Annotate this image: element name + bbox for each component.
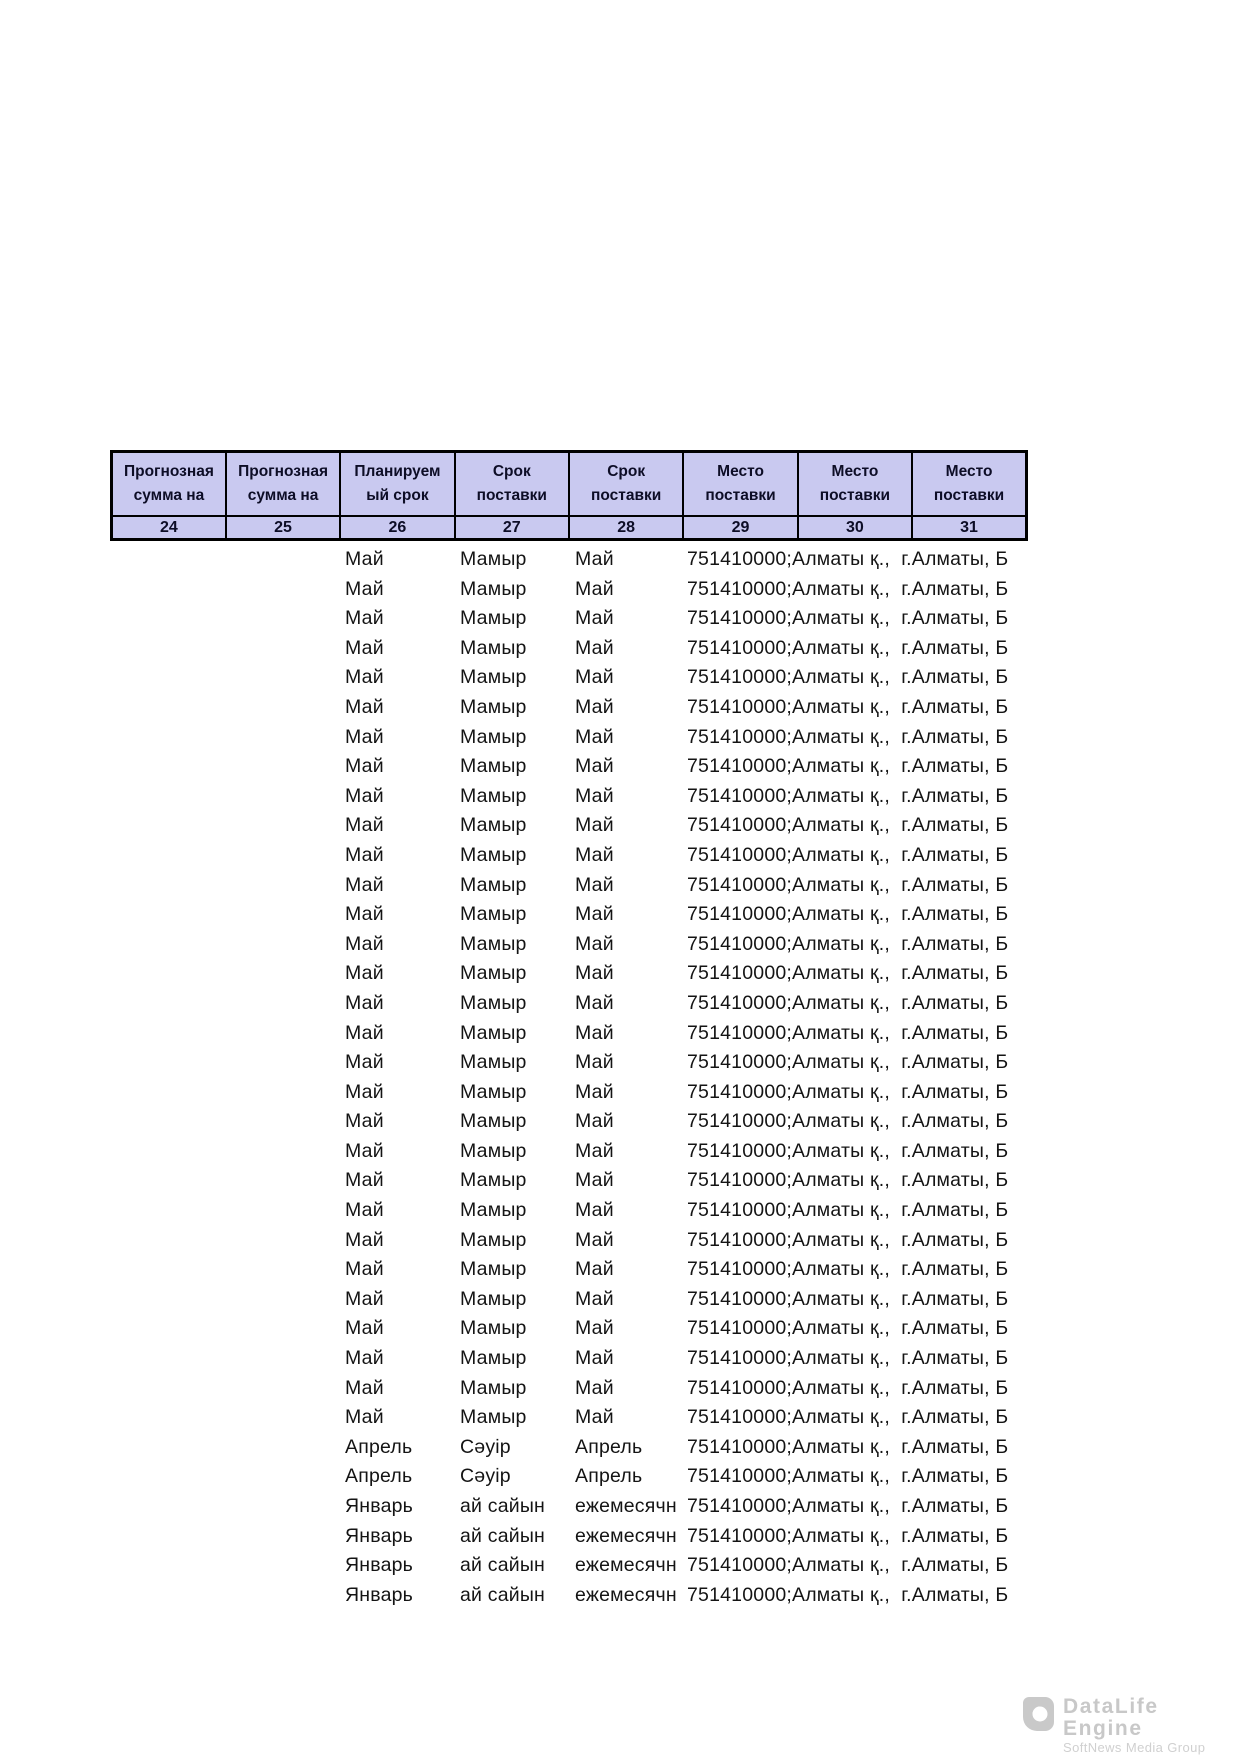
cell-planned-month: Май bbox=[345, 873, 384, 896]
column-number-27: 27 bbox=[455, 516, 569, 540]
cell-delivery-place: 751410000;Алматы қ., г.Алматы, Б bbox=[687, 1435, 1009, 1458]
cell-delivery-term-ru: Май bbox=[575, 873, 614, 896]
table-row bbox=[110, 604, 1190, 634]
cell-delivery-term-ru: Май bbox=[575, 666, 614, 689]
cell-delivery-place: 751410000;Алматы қ., г.Алматы, Б bbox=[687, 932, 1009, 955]
cell-planned-month: Май bbox=[345, 1258, 384, 1281]
cell-delivery-place: 751410000;Алматы қ., г.Алматы, Б bbox=[687, 1524, 1009, 1547]
cell-planned-month: Май bbox=[345, 1110, 384, 1133]
cell-delivery-term-kz: ай сайын bbox=[460, 1524, 546, 1547]
cell-planned-month: Май bbox=[345, 636, 384, 659]
cell-delivery-place: 751410000;Алматы қ., г.Алматы, Б bbox=[687, 1258, 1009, 1281]
cell-delivery-term-kz: Мамыр bbox=[460, 1258, 527, 1281]
table-row bbox=[110, 1522, 1190, 1552]
cell-planned-month: Май bbox=[345, 903, 384, 926]
cell-delivery-place: 751410000;Алматы қ., г.Алматы, Б bbox=[687, 991, 1009, 1014]
cell-planned-month: Январь bbox=[345, 1524, 414, 1547]
table-row bbox=[110, 1107, 1190, 1137]
cell-delivery-term-ru: ежемесячн bbox=[575, 1524, 677, 1547]
datalife-engine-watermark bbox=[1023, 1696, 1240, 1755]
cell-delivery-term-kz: Мамыр bbox=[460, 1317, 527, 1340]
table-row bbox=[110, 723, 1190, 753]
cell-delivery-place: 751410000;Алматы қ., г.Алматы, Б bbox=[687, 962, 1009, 985]
cell-delivery-term-kz: Мамыр bbox=[460, 548, 527, 570]
table-row bbox=[110, 1492, 1190, 1522]
cell-delivery-place: 751410000;Алматы қ., г.Алматы, Б bbox=[687, 814, 1009, 837]
cell-delivery-place: 751410000;Алматы қ., г.Алматы, Б bbox=[687, 873, 1009, 896]
header-label-row bbox=[112, 452, 1027, 517]
cell-delivery-place: 751410000;Алматы қ., г.Алматы, Б bbox=[687, 695, 1009, 718]
cell-delivery-term-kz: Мамыр bbox=[460, 1169, 527, 1192]
cell-planned-month: Май bbox=[345, 1051, 384, 1074]
cell-planned-month: Январь bbox=[345, 1495, 414, 1517]
cell-delivery-term-ru: Май bbox=[575, 1199, 614, 1222]
cell-delivery-term-ru: Май bbox=[575, 755, 614, 778]
cell-delivery-place: 751410000;Алматы қ., г.Алматы, Б bbox=[687, 1376, 1009, 1399]
cell-delivery-term-ru: Май bbox=[575, 991, 614, 1014]
cell-delivery-term-ru: Май bbox=[575, 1406, 614, 1429]
table-row bbox=[110, 1137, 1190, 1167]
cell-delivery-term-kz: Мамыр bbox=[460, 1080, 527, 1103]
column-number-24: 24 bbox=[112, 516, 226, 540]
cell-delivery-place: 751410000;Алматы қ., г.Алматы, Б bbox=[687, 903, 1009, 926]
cell-delivery-term-kz: Мамыр bbox=[460, 1347, 527, 1370]
cell-delivery-term-kz: Мамыр bbox=[460, 784, 527, 807]
cell-delivery-place: 751410000;Алматы қ., г.Алматы, Б bbox=[687, 548, 1009, 570]
table-row bbox=[110, 1314, 1190, 1344]
cell-delivery-term-kz: Мамыр bbox=[460, 903, 527, 926]
cell-delivery-term-ru: Май bbox=[575, 725, 614, 748]
cell-planned-month: Май bbox=[345, 1199, 384, 1222]
cell-delivery-term-kz: Мамыр bbox=[460, 725, 527, 748]
cell-planned-month: Май bbox=[345, 607, 384, 630]
cell-planned-month: Май bbox=[345, 1228, 384, 1251]
cell-planned-month: Май bbox=[345, 932, 384, 955]
cell-planned-month: Май bbox=[345, 1080, 384, 1103]
cell-delivery-term-kz: Мамыр bbox=[460, 1051, 527, 1074]
cell-planned-month: Апрель bbox=[345, 1435, 413, 1458]
cell-delivery-term-kz: Мамыр bbox=[460, 1406, 527, 1429]
table-row bbox=[110, 575, 1190, 605]
table-row bbox=[110, 545, 1190, 575]
cell-delivery-term-kz: Сәуір bbox=[460, 1465, 511, 1488]
table-row bbox=[110, 782, 1190, 812]
cell-planned-month: Май bbox=[345, 695, 384, 718]
cell-planned-month: Май bbox=[345, 755, 384, 778]
cell-delivery-term-ru: ежемесячн bbox=[575, 1583, 677, 1606]
cell-delivery-term-ru: Май bbox=[575, 1376, 614, 1399]
procurement-table-header bbox=[110, 450, 1028, 541]
cell-delivery-term-ru: Апрель bbox=[575, 1435, 643, 1458]
cell-delivery-term-ru: Май bbox=[575, 814, 614, 837]
cell-delivery-term-ru: Май bbox=[575, 1110, 614, 1133]
table-row bbox=[110, 1226, 1190, 1256]
cell-planned-month: Май bbox=[345, 991, 384, 1014]
cell-planned-month: Май bbox=[345, 548, 384, 570]
cell-delivery-term-kz: Мамыр bbox=[460, 577, 527, 600]
cell-delivery-term-ru: Май bbox=[575, 1051, 614, 1074]
cell-delivery-term-kz: Мамыр bbox=[460, 695, 527, 718]
cell-planned-month: Май bbox=[345, 1139, 384, 1162]
cell-delivery-term-kz: ай сайын bbox=[460, 1583, 546, 1606]
table-row bbox=[110, 900, 1190, 930]
table-row bbox=[110, 693, 1190, 723]
cell-delivery-term-kz: Сәуір bbox=[460, 1435, 511, 1458]
table-row bbox=[110, 1196, 1190, 1226]
cell-planned-month: Май bbox=[345, 962, 384, 985]
table-row bbox=[110, 1078, 1190, 1108]
cell-planned-month: Апрель bbox=[345, 1465, 413, 1488]
cell-delivery-place: 751410000;Алматы қ., г.Алматы, Б bbox=[687, 1347, 1009, 1370]
table-row bbox=[110, 1019, 1190, 1049]
cell-delivery-term-kz: Мамыр bbox=[460, 873, 527, 896]
table-row bbox=[110, 1048, 1190, 1078]
cell-delivery-term-kz: Мамыр bbox=[460, 607, 527, 630]
table-row bbox=[110, 1255, 1190, 1285]
cell-delivery-term-ru: Май bbox=[575, 903, 614, 926]
cell-delivery-term-kz: Мамыр bbox=[460, 755, 527, 778]
cell-delivery-place: 751410000;Алматы қ., г.Алматы, Б bbox=[687, 636, 1009, 659]
cell-planned-month: Май bbox=[345, 1287, 384, 1310]
header-number-row bbox=[112, 516, 1027, 540]
cell-planned-month: Январь bbox=[345, 1554, 414, 1577]
cell-delivery-term-ru: Май bbox=[575, 1169, 614, 1192]
cell-delivery-place: 751410000;Алматы қ., г.Алматы, Б bbox=[687, 1554, 1009, 1577]
cell-delivery-place: 751410000;Алматы қ., г.Алматы, Б bbox=[687, 1080, 1009, 1103]
column-number-26: 26 bbox=[340, 516, 454, 540]
watermark-subtitle-text: SoftNews Media Group bbox=[1063, 1740, 1206, 1755]
header-cell-28: Срок поставки bbox=[569, 452, 683, 517]
cell-delivery-place: 751410000;Алматы қ., г.Алматы, Б bbox=[687, 1583, 1009, 1606]
cell-planned-month: Май bbox=[345, 725, 384, 748]
cell-delivery-term-ru: Май bbox=[575, 843, 614, 866]
cell-delivery-term-ru: Апрель bbox=[575, 1465, 643, 1488]
cell-delivery-term-kz: Мамыр bbox=[460, 932, 527, 955]
cell-delivery-term-ru: Май bbox=[575, 962, 614, 985]
datalife-d-icon bbox=[1023, 1696, 1055, 1737]
cell-delivery-term-ru: ежемесячн bbox=[575, 1554, 677, 1577]
table-row bbox=[110, 1403, 1190, 1433]
cell-delivery-place: 751410000;Алматы қ., г.Алматы, Б bbox=[687, 577, 1009, 600]
cell-delivery-place: 751410000;Алматы қ., г.Алматы, Б bbox=[687, 607, 1009, 630]
cell-delivery-term-kz: Мамыр bbox=[460, 1287, 527, 1310]
cell-delivery-place: 751410000;Алматы қ., г.Алматы, Б bbox=[687, 1139, 1009, 1162]
cell-delivery-term-kz: Мамыр bbox=[460, 1228, 527, 1251]
cell-delivery-place: 751410000;Алматы қ., г.Алматы, Б bbox=[687, 666, 1009, 689]
cell-delivery-term-ru: Май bbox=[575, 1258, 614, 1281]
table-row bbox=[110, 959, 1190, 989]
cell-delivery-term-ru: Май bbox=[575, 1287, 614, 1310]
cell-delivery-term-kz: Мамыр bbox=[460, 636, 527, 659]
cell-planned-month: Май bbox=[345, 666, 384, 689]
header-cell-25: Прогнозная сумма на bbox=[226, 452, 340, 517]
cell-delivery-term-ru: Май bbox=[575, 607, 614, 630]
cell-delivery-place: 751410000;Алматы қ., г.Алматы, Б bbox=[687, 843, 1009, 866]
cell-delivery-term-ru: Май bbox=[575, 932, 614, 955]
cell-delivery-place: 751410000;Алматы қ., г.Алматы, Б bbox=[687, 1495, 1009, 1517]
cell-planned-month: Май bbox=[345, 784, 384, 807]
cell-planned-month: Май bbox=[345, 1406, 384, 1429]
cell-planned-month: Май bbox=[345, 1169, 384, 1192]
cell-delivery-term-kz: Мамыр bbox=[460, 1376, 527, 1399]
cell-delivery-term-ru: Май bbox=[575, 1139, 614, 1162]
table-row bbox=[110, 1344, 1190, 1374]
cell-delivery-term-kz: ай сайын bbox=[460, 1495, 546, 1517]
cell-delivery-place: 751410000;Алматы қ., г.Алматы, Б bbox=[687, 725, 1009, 748]
cell-planned-month: Май bbox=[345, 814, 384, 837]
cell-delivery-term-kz: Мамыр bbox=[460, 1110, 527, 1133]
cell-delivery-term-kz: Мамыр bbox=[460, 991, 527, 1014]
table-row bbox=[110, 811, 1190, 841]
table-row bbox=[110, 1581, 1190, 1611]
cell-delivery-term-kz: Мамыр bbox=[460, 1199, 527, 1222]
cell-delivery-place: 751410000;Алматы қ., г.Алматы, Б bbox=[687, 1317, 1009, 1340]
cell-delivery-term-ru: Май bbox=[575, 577, 614, 600]
header-cell-26: Планируем ый срок bbox=[340, 452, 454, 517]
table-row bbox=[110, 634, 1190, 664]
cell-delivery-term-ru: Май bbox=[575, 695, 614, 718]
cell-delivery-term-kz: Мамыр bbox=[460, 843, 527, 866]
cell-delivery-place: 751410000;Алматы қ., г.Алматы, Б bbox=[687, 1110, 1009, 1133]
table-row bbox=[110, 841, 1190, 871]
cell-delivery-place: 751410000;Алматы қ., г.Алматы, Б bbox=[687, 1287, 1009, 1310]
cell-planned-month: Январь bbox=[345, 1583, 414, 1606]
column-number-30: 30 bbox=[798, 516, 912, 540]
cell-delivery-place: 751410000;Алматы қ., г.Алматы, Б bbox=[687, 755, 1009, 778]
cell-delivery-term-ru: Май bbox=[575, 1317, 614, 1340]
cell-planned-month: Май bbox=[345, 1317, 384, 1340]
cell-delivery-place: 751410000;Алматы қ., г.Алматы, Б bbox=[687, 1465, 1009, 1488]
cell-delivery-term-ru: Май bbox=[575, 1021, 614, 1044]
header-cell-30: Место поставки bbox=[798, 452, 912, 517]
cell-planned-month: Май bbox=[345, 577, 384, 600]
table-row bbox=[110, 989, 1190, 1019]
table-row bbox=[110, 1166, 1190, 1196]
cell-delivery-place: 751410000;Алматы қ., г.Алматы, Б bbox=[687, 1051, 1009, 1074]
cell-planned-month: Май bbox=[345, 1376, 384, 1399]
cell-planned-month: Май bbox=[345, 1021, 384, 1044]
cell-delivery-term-ru: ежемесячн bbox=[575, 1495, 677, 1517]
header-cell-29: Место поставки bbox=[683, 452, 797, 517]
cell-delivery-term-ru: Май bbox=[575, 1347, 614, 1370]
cell-delivery-term-kz: Мамыр bbox=[460, 666, 527, 689]
cell-delivery-place: 751410000;Алматы қ., г.Алматы, Б bbox=[687, 1021, 1009, 1044]
table-row bbox=[110, 1462, 1190, 1492]
cell-delivery-place: 751410000;Алматы қ., г.Алматы, Б bbox=[687, 1169, 1009, 1192]
cell-planned-month: Май bbox=[345, 1347, 384, 1370]
header-cell-27: Срок поставки bbox=[455, 452, 569, 517]
cell-delivery-term-ru: Май bbox=[575, 548, 614, 570]
cell-delivery-term-kz: ай сайын bbox=[460, 1554, 546, 1577]
cell-delivery-term-ru: Май bbox=[575, 1080, 614, 1103]
cell-planned-month: Май bbox=[345, 843, 384, 866]
cell-delivery-place: 751410000;Алматы қ., г.Алматы, Б bbox=[687, 1199, 1009, 1222]
table-row bbox=[110, 1285, 1190, 1315]
table-row bbox=[110, 1374, 1190, 1404]
cell-delivery-place: 751410000;Алматы қ., г.Алматы, Б bbox=[687, 784, 1009, 807]
column-number-31: 31 bbox=[912, 516, 1026, 540]
table-body bbox=[110, 545, 1190, 1610]
table-row bbox=[110, 871, 1190, 901]
table-row bbox=[110, 663, 1190, 693]
watermark-brand-text: DataLife Engine bbox=[1063, 1695, 1159, 1740]
table-row bbox=[110, 1551, 1190, 1581]
table-row bbox=[110, 752, 1190, 782]
column-number-28: 28 bbox=[569, 516, 683, 540]
header-cell-24: Прогнозная сумма на bbox=[112, 452, 226, 517]
cell-delivery-term-kz: Мамыр bbox=[460, 962, 527, 985]
cell-delivery-term-kz: Мамыр bbox=[460, 1139, 527, 1162]
cell-delivery-place: 751410000;Алматы қ., г.Алматы, Б bbox=[687, 1406, 1009, 1429]
cell-delivery-term-ru: Май bbox=[575, 1228, 614, 1251]
cell-delivery-term-ru: Май bbox=[575, 636, 614, 659]
header-cell-31: Место поставки bbox=[912, 452, 1026, 517]
column-number-25: 25 bbox=[226, 516, 340, 540]
table-row bbox=[110, 930, 1190, 960]
cell-delivery-term-ru: Май bbox=[575, 784, 614, 807]
cell-delivery-term-kz: Мамыр bbox=[460, 1021, 527, 1044]
table-row bbox=[110, 1433, 1190, 1463]
column-number-29: 29 bbox=[683, 516, 797, 540]
cell-delivery-place: 751410000;Алматы қ., г.Алматы, Б bbox=[687, 1228, 1009, 1251]
cell-delivery-term-kz: Мамыр bbox=[460, 814, 527, 837]
